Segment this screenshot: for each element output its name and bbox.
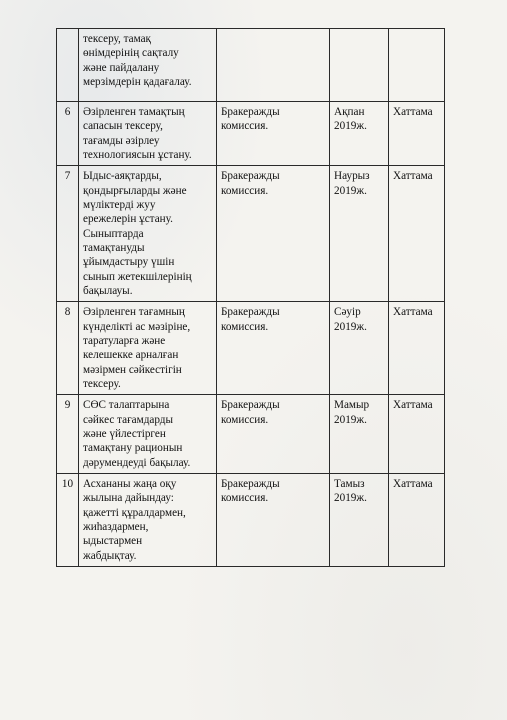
row-result: Хаттама [389, 166, 445, 302]
row-task: СӨС талаптарына сəйкес тағамдарды жəне үйлестірген тамақтану рационын дəрумендеуді бақылау. [79, 395, 217, 474]
row-number: 8 [57, 302, 79, 395]
table-row [57, 395, 445, 474]
row-result: Хаттама [389, 395, 445, 474]
table-row [57, 102, 445, 166]
row-task: Əзірленген тағамның күнделікті ас мəзіріне, таратуларға жəне келешекке арналған мəзірмен сəйкестігін тексеру. [79, 302, 217, 395]
row-result [389, 29, 445, 102]
plan-table [56, 28, 445, 567]
row-task: Əзірленген тамақтың сапасын тексеру, тағамды əзірлеу технологиясын ұстану. [79, 102, 217, 166]
row-date: Мамыр 2019ж. [330, 395, 389, 474]
row-result: Хаттама [389, 473, 445, 566]
row-number: 10 [57, 473, 79, 566]
row-task: Асхананы жаңа оқу жылына дайындау: қажетті құралдармен, жиһаздармен, ыдыстармен жабдықтау. [79, 473, 217, 566]
row-task: Ыдыс-аяқтарды, қондырғыларды жəне мүліктерді жуу ережелерін ұстану. Сыныптарда тамақтануды ұйымдастыру үшін сынып жетекшілерінің бақылауы. [79, 166, 217, 302]
row-date: Наурыз 2019ж. [330, 166, 389, 302]
row-responsible: Бракеражды комиссия. [217, 473, 330, 566]
table-row [57, 473, 445, 566]
row-date: Тамыз 2019ж. [330, 473, 389, 566]
row-date: Сəуір 2019ж. [330, 302, 389, 395]
table-row [57, 166, 445, 302]
row-responsible: Бракеражды комиссия. [217, 395, 330, 474]
row-date [330, 29, 389, 102]
table-row [57, 29, 445, 102]
row-responsible: Бракеражды комиссия. [217, 302, 330, 395]
row-responsible [217, 29, 330, 102]
row-result: Хаттама [389, 302, 445, 395]
row-result: Хаттама [389, 102, 445, 166]
row-number [57, 29, 79, 102]
row-date: Ақпан 2019ж. [330, 102, 389, 166]
row-task: тексеру, тамақ өнімдерінің сақталу жəне пайдалану мерзімдерін қадағалау. [79, 29, 217, 102]
row-number: 6 [57, 102, 79, 166]
row-number: 7 [57, 166, 79, 302]
table-row [57, 302, 445, 395]
row-responsible: Бракеражды комиссия. [217, 102, 330, 166]
row-number: 9 [57, 395, 79, 474]
row-responsible: Бракеражды комиссия. [217, 166, 330, 302]
